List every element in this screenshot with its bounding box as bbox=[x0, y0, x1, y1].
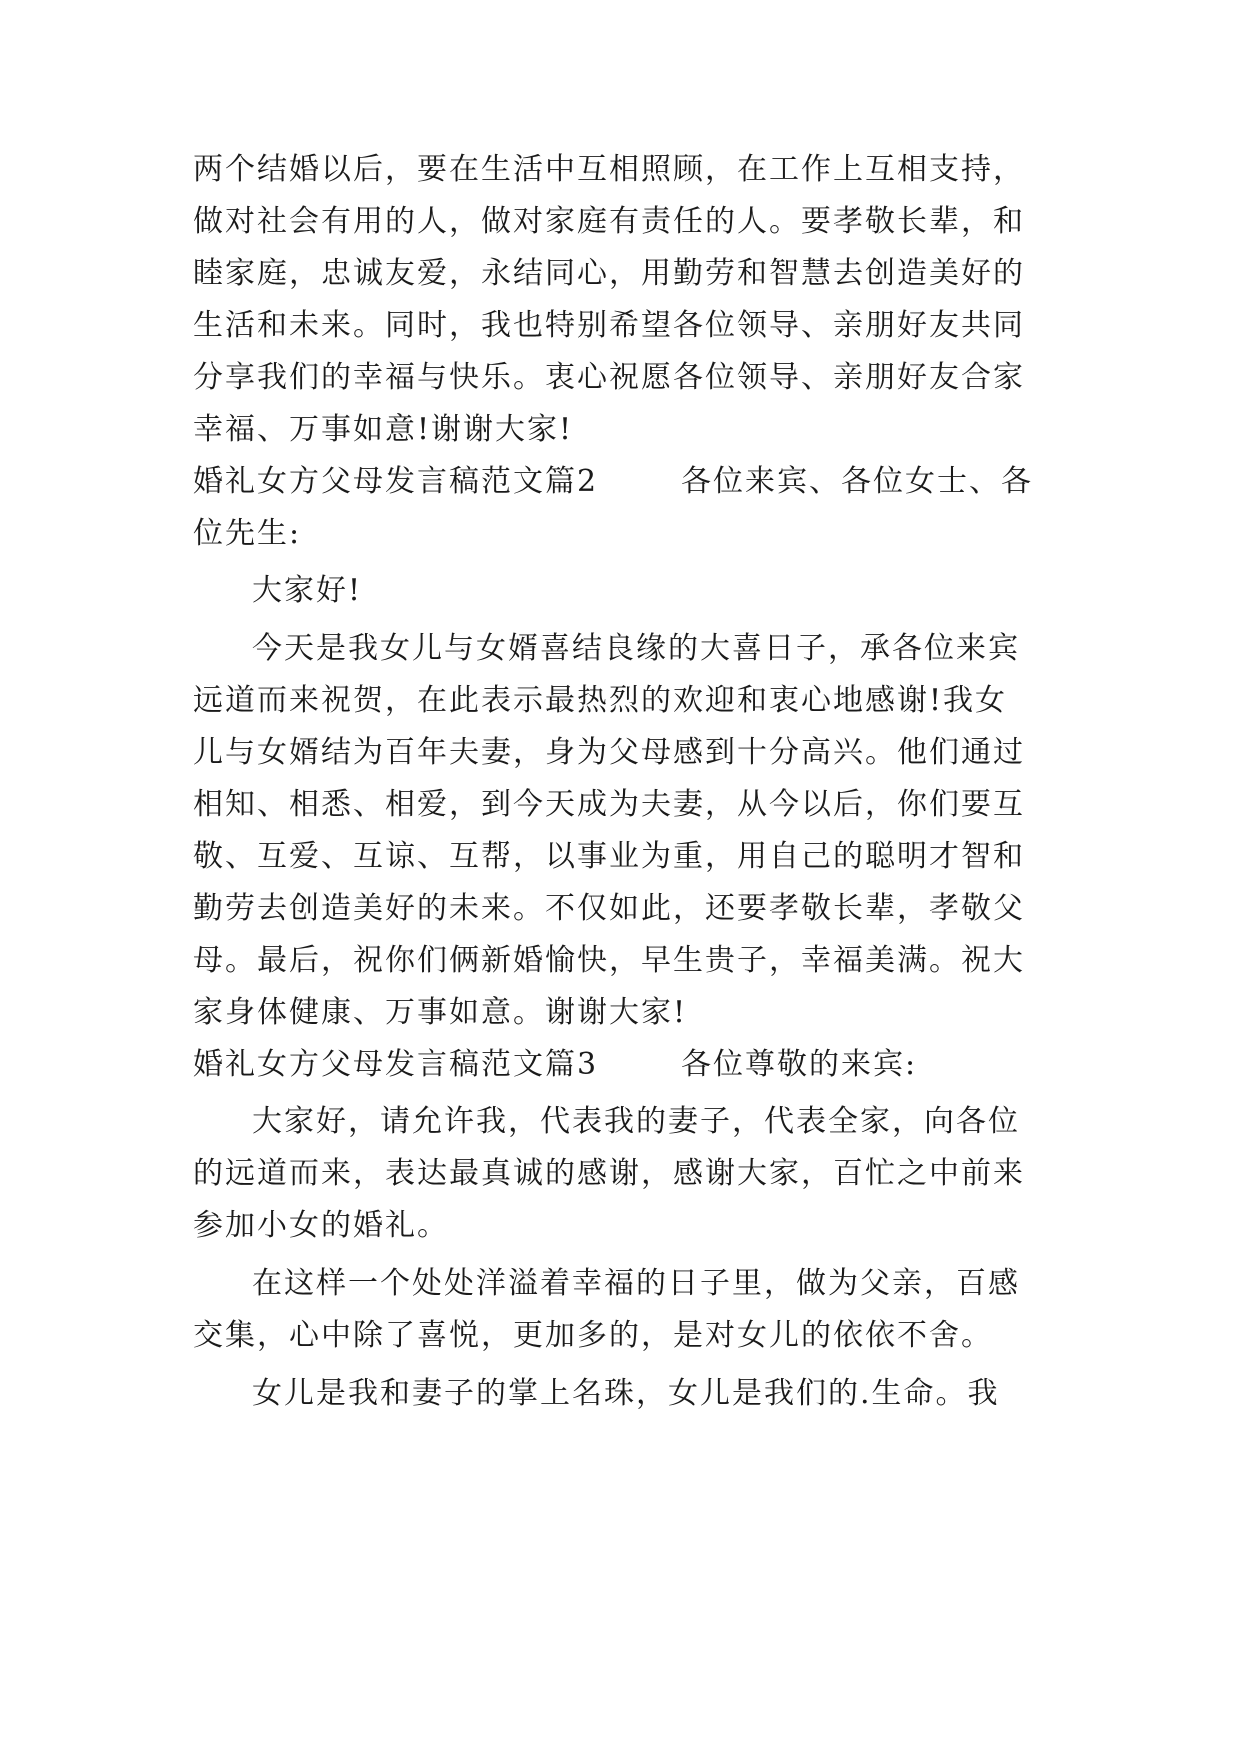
section-heading-3 bbox=[193, 1037, 1063, 1093]
paragraph-line: 交集，心中除了喜悦，更加多的，是对女儿的依依不舍。 bbox=[193, 1318, 993, 1353]
paragraph-line: 敬、互爱、互谅、互帮，以事业为重，用自己的聪明才智和 bbox=[193, 839, 1025, 874]
paragraph-line: 位先生: bbox=[193, 516, 302, 551]
paragraph-line: 做对社会有用的人，做对家庭有责任的人。要孝敬长辈，和 bbox=[193, 204, 1025, 239]
paragraph-line: 女儿是我和妻子的掌上名珠，女儿是我们的.生命。我 bbox=[252, 1376, 1000, 1411]
paragraph-line: 勤劳去创造美好的未来。不仅如此，还要孝敬长辈，孝敬父 bbox=[193, 891, 1025, 926]
paragraph-line: 今天是我女儿与女婿喜结良缘的大喜日子，承各位来宾 bbox=[252, 631, 1020, 666]
paragraph-line: 分享我们的幸福与快乐。衷心祝愿各位领导、亲朋好友合家 bbox=[193, 360, 1025, 395]
paragraph-line: 母。最后，祝你们俩新婚愉快，早生贵子，幸福美满。祝大 bbox=[193, 943, 1025, 978]
paragraph-line: 幸福、万事如意!谢谢大家! bbox=[193, 412, 574, 447]
paragraph-line: 大家好，请允许我，代表我的妻子，代表全家，向各位 bbox=[252, 1104, 1020, 1139]
paragraph-line: 大家好! bbox=[252, 573, 363, 608]
paragraph-line: 远道而来祝贺，在此表示最热烈的欢迎和衷心地感谢!我女 bbox=[193, 683, 1008, 718]
section-heading-2 bbox=[193, 454, 1063, 510]
paragraph-line: 在这样一个处处洋溢着幸福的日子里，做为父亲，百感 bbox=[252, 1266, 1020, 1301]
paragraph-line: 两个结婚以后，要在生活中互相照顾，在工作上互相支持， bbox=[193, 152, 1025, 187]
salutation: 各位尊敬的来宾: bbox=[681, 1047, 918, 1082]
section-title: 婚礼女方父母发言稿范文篇3 bbox=[193, 1047, 599, 1082]
paragraph-line: 家身体健康、万事如意。谢谢大家! bbox=[193, 995, 688, 1030]
paragraph-line: 参加小女的婚礼。 bbox=[193, 1208, 449, 1243]
paragraph-line: 相知、相悉、相爱，到今天成为夫妻，从今以后，你们要互 bbox=[193, 787, 1025, 822]
paragraph-line: 生活和未来。同时，我也特别希望各位领导、亲朋好友共同 bbox=[193, 308, 1025, 343]
section-title: 婚礼女方父母发言稿范文篇2 bbox=[193, 464, 599, 499]
salutation: 各位来宾、各位女士、各 bbox=[681, 464, 1033, 499]
paragraph-line: 儿与女婿结为百年夫妻，身为父母感到十分高兴。他们通过 bbox=[193, 735, 1025, 770]
paragraph-line: 的远道而来，表达最真诚的感谢，感谢大家，百忙之中前来 bbox=[193, 1156, 1025, 1191]
paragraph-line: 睦家庭，忠诚友爱，永结同心，用勤劳和智慧去创造美好的 bbox=[193, 256, 1025, 291]
